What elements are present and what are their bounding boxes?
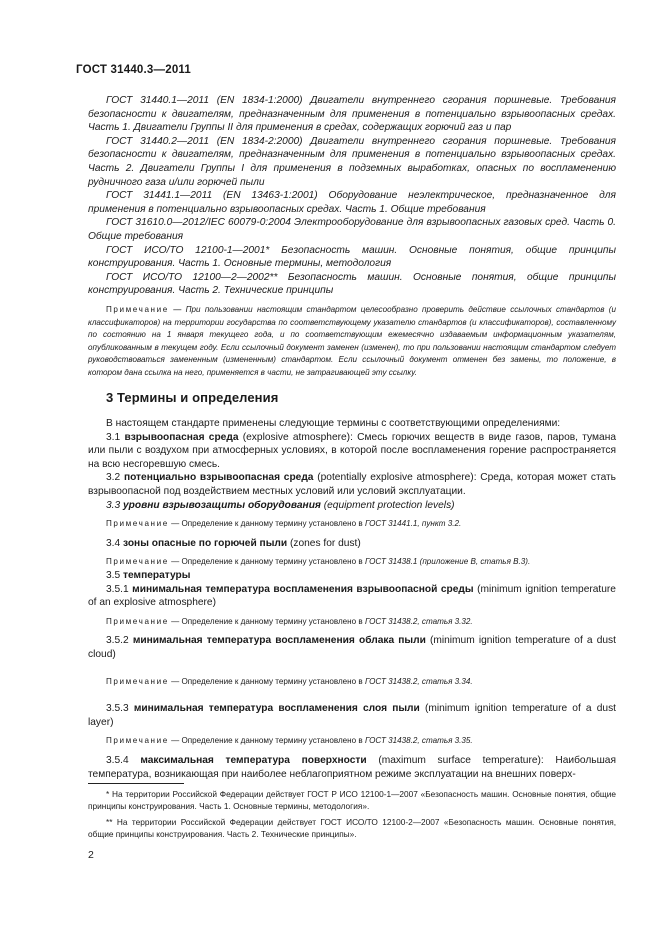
- reference-item: ГОСТ ИСО/ТО 12100-1—2001* Безопасность машин. Основные понятия, общие принципы конструирования. Часть 1. Основные термины, методология: [88, 244, 616, 270]
- reference-item: ГОСТ 31440.1—2011 (EN 1834-1:2000) Двигатели внутреннего сгорания поршневые. Требования безопасности к двигателям, предназначенным для применения в потенциально взрывоопасных средах. Часть 1. Двигатели Группы II для применения в средах, содержащих горючий газ и пар: [88, 95, 616, 134]
- note-label: Примечание: [106, 519, 169, 529]
- term-3-5-4: [88, 754, 616, 781]
- term-name: температуры: [123, 570, 191, 581]
- document-code-header: ГОСТ 31440.3—2011: [76, 64, 191, 76]
- term-3-5: [88, 569, 616, 583]
- note-reference: ГОСТ 31438.2, статья 3.32.: [364, 616, 473, 626]
- note-text: — Определение к данному термину установлено в: [171, 616, 365, 626]
- footnote-divider: [88, 783, 184, 784]
- section-heading: 3 Термины и определения: [106, 390, 279, 406]
- term-3-5-1: [88, 583, 616, 610]
- term-definition: (minimum ignition temperature of a dust cloud): [88, 635, 616, 660]
- note-text: — Определение к данному термину установлено в: [171, 519, 365, 529]
- note-reference: ГОСТ 31438.2, статья 3.35.: [364, 736, 473, 746]
- term-definition: (minimum ignition temperature of a dust layer): [88, 703, 616, 728]
- reference-item: ГОСТ ИСО/ТО 12100—2—2002** Безопасность машин. Основные понятия, общие принципы конструирования. Часть 2. Технические принципы: [88, 271, 616, 297]
- term-note-3-3: [88, 518, 616, 531]
- term-name: взрывоопасная среда: [124, 431, 239, 443]
- section-intro: В настоящем стандарте применены следующие термины с соответствующими определениями:: [106, 418, 561, 430]
- term-name: минимальная температура воспламенения облака пыли: [132, 635, 426, 647]
- term-number: 3.5.1: [106, 583, 129, 595]
- note-label: Примечание: [106, 736, 169, 746]
- term-definition: (explosive atmosphere): Смесь горючих веществ в виде газов, паров, тумана или пыли с воздухом при атмосферных условиях, в которой после воспламенения горение распространяется на всю несгоревшую смесь.: [88, 431, 616, 470]
- note-label: Примечание: [106, 676, 169, 686]
- footnote-item: ** На территории Российской Федерации действует ГОСТ ИСО/ТО 12100-2—2007 «Безопасность машин. Основные понятия, общие принципы конструирования. Часть 2. Технические принципы».: [88, 816, 616, 840]
- note-text: — Определение к данному термину установлено в: [171, 736, 365, 746]
- references-note: [88, 304, 616, 380]
- term-number: 3.3: [106, 499, 121, 511]
- term-number: 3.5.3: [106, 703, 129, 715]
- term-note-3-5-3: [88, 735, 616, 748]
- term-3-4: [88, 537, 616, 551]
- note-reference: ГОСТ 31441.1, пункт 3.2.: [364, 519, 462, 529]
- term-3-2: [88, 471, 616, 498]
- footnotes: [88, 788, 616, 844]
- note-reference: ГОСТ 31438.1 (приложение В, статья В.3).: [364, 557, 531, 567]
- note-label: Примечание: [106, 616, 169, 626]
- reference-item: ГОСТ 31441.1—2011 (EN 13463-1:2001) Оборудование неэлектрическое, предназначенное для применения в потенциально взрывоопасных средах. Часть 1. Общие требования: [88, 190, 616, 215]
- term-definition: (equipment protection levels): [320, 499, 455, 511]
- term-name: потенциально взрывоопасная среда: [123, 472, 314, 484]
- term-number: 3.4: [106, 537, 121, 549]
- term-name: минимальная температура воспламенения взрывоопасной среды: [132, 583, 474, 595]
- term-number: 3.1: [106, 431, 121, 443]
- reference-item: ГОСТ 31440.2—2011 (EN 1834-2:2000) Двигатели внутреннего сгорания поршневые. Требования безопасности к двигателям, предназначенным для применения в потенциально взрывоопасных средах. Часть 2. Двигатели Группы I для применения в подземных выработках, опасных по воспламенению рудничного газа и/или горючей пыли: [88, 135, 616, 188]
- term-definition: (maximum surface temperature): Наибольшая температура, возникающая при наиболее неблагоприятном режиме эксплуатации на внешних поверх-: [88, 754, 616, 780]
- term-definition: (minimum ignition temperature of an explosive atmosphere): [88, 583, 616, 609]
- term-number: 3.5.2: [106, 635, 129, 647]
- note-text: — Определение к данному термину установлено в: [171, 557, 365, 567]
- term-note-3-5-1: [88, 616, 616, 629]
- note-text: — Определение к данному термину установлено в: [171, 676, 365, 686]
- reference-item: ГОСТ 31610.0—2012/IEC 60079-0:2004 Электрооборудование для взрывоопасных газовых сред. Часть 0. Общие требования: [88, 217, 616, 242]
- term-number: 3.5.4: [106, 754, 129, 766]
- term-note-3-4: [88, 556, 616, 569]
- term-name: уровни взрывозащиты оборудования: [123, 499, 321, 511]
- term-name: зоны опасные по горючей пыли: [123, 537, 288, 549]
- term-number: 3.5: [106, 570, 121, 581]
- term-name: максимальная температура поверхности: [140, 754, 367, 766]
- footnote-item: * На территории Российской Федерации действует ГОСТ Р ИСО 12100-1—2007 «Безопасность машин. Основные понятия, общие принципы конструирования. Часть 1. Основные термины, методология».: [88, 789, 616, 812]
- note-label: Примечание: [106, 304, 169, 314]
- term-number: 3.2: [106, 472, 121, 484]
- term-name: минимальная температура воспламенения слоя пыли: [133, 703, 420, 715]
- page-number: 2: [88, 849, 94, 861]
- note-label: Примечание: [106, 557, 169, 567]
- term-definition: (potentially explosive atmosphere): Среда, которая может стать взрывоопасной под воздействием местных условий или условий эксплуатации.: [88, 472, 616, 498]
- page-content: [88, 94, 616, 781]
- term-definition: (zones for dust): [287, 537, 361, 549]
- term-3-5-2: [88, 634, 616, 661]
- note-text: — При пользовании настоящим стандартом целесообразно проверить действие ссылочных стандартов (и классификаторов) на территории государства по соответствующему указателю стандартов (и классификаторов), составленному по состоянию на 1 января текущего года, и по соответствующим ежемесячно издаваемым информационным указателям, опубликованным в текущем году. Если ссылочный документ заменен (изменен), то при пользовании настоящим стандартом следует руководствоваться замененным (измененным) стандартом. Если ссылочный документ отменен без замены, то положение, в котором дана ссылка на него, применяется в части, не затрагивающей эту ссылку.: [88, 304, 616, 377]
- term-3-5-3: [88, 702, 616, 729]
- note-reference: ГОСТ 31438.2, статья 3.34.: [364, 676, 473, 686]
- term-note-3-5-2: [88, 676, 616, 689]
- term-3-1: [88, 431, 616, 472]
- term-3-3: [88, 499, 616, 513]
